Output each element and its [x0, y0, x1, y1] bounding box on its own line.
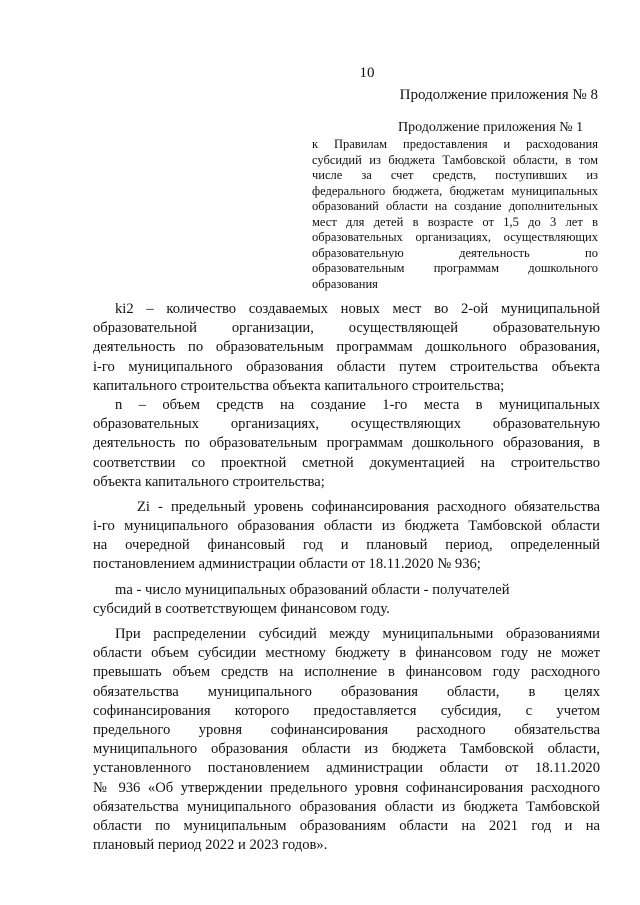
rules-caption-line: к Правилам предоставления и расходования [312, 137, 598, 151]
body-line: области по муниципальным образованиям области на 2021 год и на [93, 817, 600, 834]
body-line: образовательной организации, осуществляющей образовательную [93, 320, 600, 337]
body-line: ki2 – количество создаваемых новых мест во 2-ой муниципальной [115, 301, 600, 317]
body-line: соответствии со проектной сметной документацией на строительство [93, 454, 600, 471]
body-line: ma - число муниципальных образований области - получателей [115, 581, 510, 598]
document-body [93, 300, 600, 855]
body-line: обязательства муниципального образования области из бюджета Тамбовской [93, 798, 600, 815]
rules-caption-line: субсидий из бюджета Тамбовской области, в том [312, 152, 598, 167]
body-line: деятельность по образовательным программам дошкольного образования, в [93, 435, 600, 452]
body-line: софинансирования которого предоставляется субсидия, с учетом [93, 702, 600, 719]
paragraph-n [93, 396, 600, 492]
body-line: муниципального образования области из бюджета Тамбовской области, [93, 741, 600, 758]
body-line: i-го муниципального образования области из бюджета Тамбовской области [93, 518, 600, 535]
rules-caption-line: образовательную деятельность по [312, 245, 598, 260]
rules-caption-line: образовательных организациях, осуществляющих [312, 230, 598, 244]
rules-caption-line: мест для детей в возрасте от 1,5 до 3 лет в [312, 214, 598, 229]
body-line: i-го муниципального образования области путем строительства объекта [93, 358, 600, 375]
page-number: 10 [359, 65, 375, 81]
rules-caption-line: образований области на создание дополнительных [312, 199, 598, 213]
body-line: плановый период 2022 и 2023 годов». [93, 837, 328, 854]
body-line: постановлением администрации области от 18.11.2020 № 936; [93, 556, 481, 573]
body-line: При распределении субсидий между муниципальными образованиями [115, 626, 600, 642]
body-line: Zi - предельный уровень софинансирования расходного обязательства [137, 498, 600, 515]
paragraph-zi [93, 498, 600, 575]
body-line: образовательных организациях, осуществляющих образовательную [93, 416, 600, 433]
paragraph-distribution [93, 625, 600, 855]
body-line: предельного уровня софинансирования расходного обязательства [93, 721, 600, 738]
body-line: деятельность по образовательным программам дошкольного образования, [93, 339, 600, 356]
rules-caption-line: федерального бюджета, бюджетам муниципальных [312, 183, 598, 198]
body-line: объекта капитального строительства; [93, 473, 325, 490]
rules-caption-line: образования [312, 276, 378, 291]
body-line: субсидий в соответствующем финансовом году. [93, 600, 390, 617]
rules-caption-block [312, 137, 598, 292]
body-line: № 936 «Об утверждении предельного уровня софинансирования расходного [93, 779, 600, 796]
paragraph-ma [93, 581, 600, 619]
body-line: на очередной финансовый год и плановый период, определенный [93, 537, 600, 554]
rules-caption-line: образовательным программам дошкольного [312, 261, 598, 275]
rules-caption-line: числе за счет средств, поступивших из [312, 168, 598, 182]
body-line: области объем субсидии местному бюджету в финансовом году не может [93, 645, 600, 662]
appendix-8-continuation-heading: Продолжение приложения № 8 [399, 87, 598, 103]
body-line: установленного постановлением администрации области от 18.11.2020 [93, 760, 600, 777]
body-line: n – объем средств на создание 1-го места в муниципальных [115, 396, 600, 413]
appendix-1-continuation-heading: Продолжение приложения № 1 [398, 120, 584, 135]
body-line: обязательства муниципального образования области, в целях [93, 683, 600, 700]
body-line: превышать объем средств на исполнение в финансовом году расходного [93, 664, 600, 681]
paragraph-ki2 [93, 300, 600, 396]
body-line: капитального строительства объекта капитального строительства; [93, 377, 505, 394]
